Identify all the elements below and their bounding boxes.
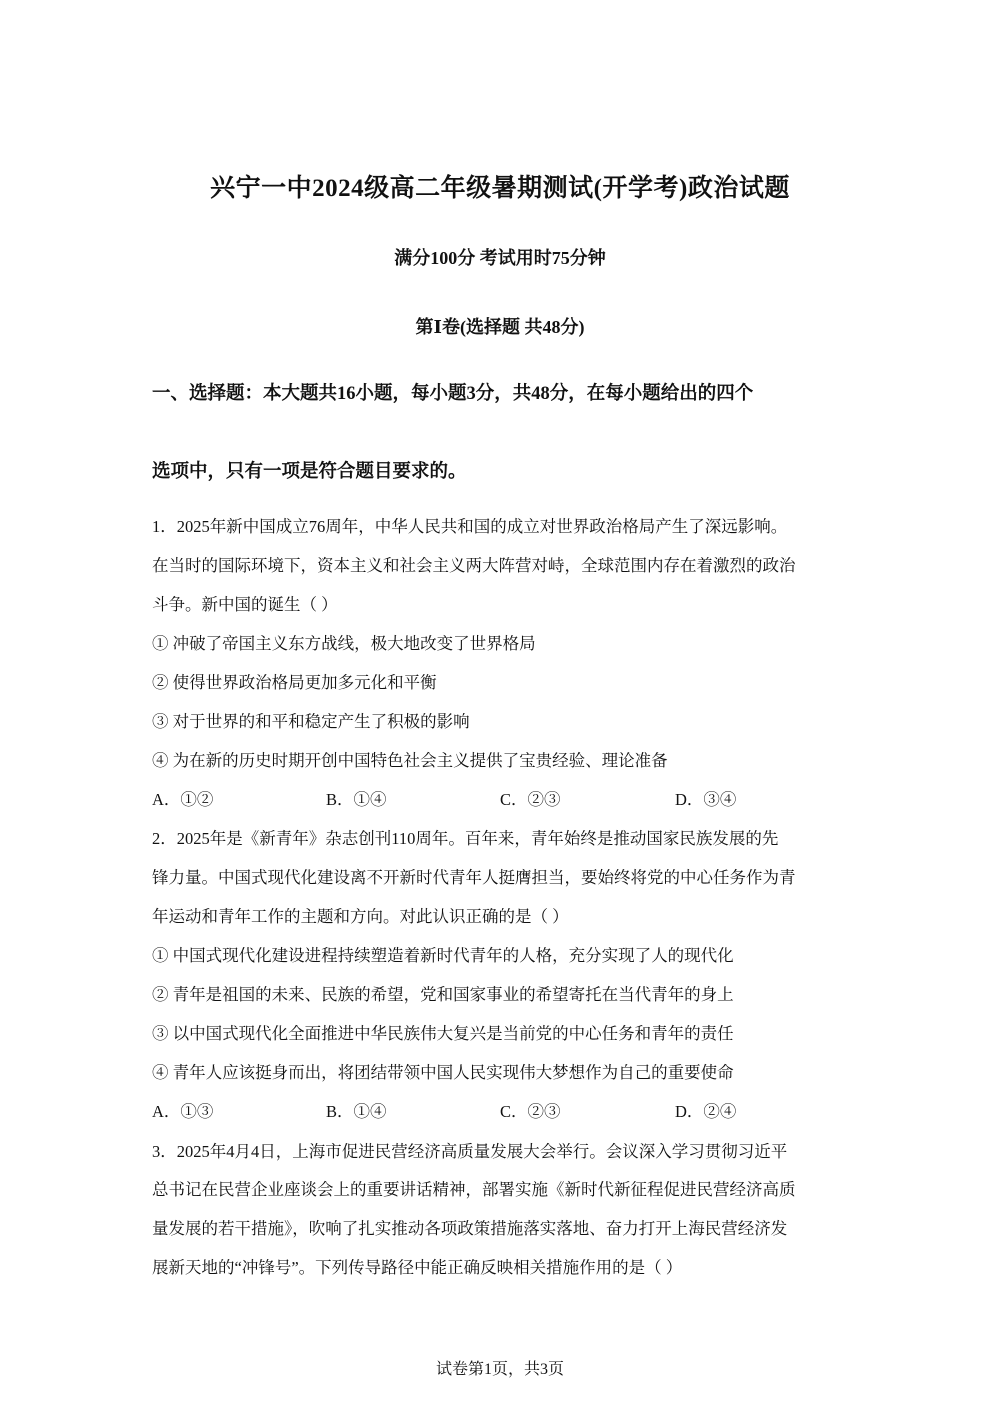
section-heading-line-2: 选项中，只有一项是符合题目要求的。 bbox=[152, 462, 467, 482]
exam-info: 满分100分 考试用时75分钟 bbox=[394, 248, 606, 268]
question-stem-line: 1．2025年新中国成立76周年，中华人民共和国的成立对世界政治格局产生了深远影响。 bbox=[152, 517, 788, 536]
section-heading-line-1: 一、选择题：本大题共16小题，每小题3分，共48分，在每小题给出的四个 bbox=[152, 384, 754, 404]
question-stem-line: 斗争。新中国的诞生（ ） bbox=[152, 595, 338, 614]
option-a: A．①③ bbox=[152, 1102, 214, 1121]
statement-item: ② 使得世界政治格局更加多元化和平衡 bbox=[152, 673, 437, 692]
option-c: C．②③ bbox=[500, 790, 561, 809]
option-d: D．②④ bbox=[675, 1102, 737, 1121]
volume-heading: 第Ⅰ卷(选择题 共48分) bbox=[415, 317, 585, 337]
question-stem-line: 2．2025年是《新青年》杂志创刊110周年。百年来，青年始终是推动国家民族发展的先 bbox=[152, 829, 779, 848]
page-title: 兴宁一中2024级高二年级暑期测试(开学考)政治试题 bbox=[210, 175, 790, 202]
question-stem-line: 锋力量。中国式现代化建设离不开新时代青年人挺膺担当，要始终将党的中心任务作为青 bbox=[152, 868, 796, 887]
question-stem-line: 展新天地的“冲锋号”。下列传导路径中能正确反映相关措施作用的是（ ） bbox=[152, 1258, 683, 1277]
question-stem-line: 量发展的若干措施》，吹响了扎实推动各项政策措施落实落地、奋力打开上海民营经济发 bbox=[152, 1219, 788, 1238]
option-d: D．③④ bbox=[675, 790, 737, 809]
statement-item: ① 中国式现代化建设进程持续塑造着新时代青年的人格，充分实现了人的现代化 bbox=[152, 946, 734, 965]
option-c: C．②③ bbox=[500, 1102, 561, 1121]
answer-options bbox=[152, 786, 852, 808]
statement-item: ④ 青年人应该挺身而出，将团结带领中国人民实现伟大梦想作为自己的重要使命 bbox=[152, 1063, 734, 1082]
question-stem-line: 年运动和青年工作的主题和方向。对此认识正确的是（ ） bbox=[152, 907, 569, 926]
option-a: A．①② bbox=[152, 790, 214, 809]
option-b: B．①④ bbox=[326, 1102, 387, 1121]
statement-item: ③ 对于世界的和平和稳定产生了积极的影响 bbox=[152, 712, 470, 731]
statement-item: ② 青年是祖国的未来、民族的希望，党和国家事业的希望寄托在当代青年的身上 bbox=[152, 985, 734, 1004]
question-stem-line: 在当时的国际环境下，资本主义和社会主义两大阵营对峙，全球范围内存在着激烈的政治 bbox=[152, 556, 796, 575]
question-stem-line: 总书记在民营企业座谈会上的重要讲话精神，部署实施《新时代新征程促进民营经济高质 bbox=[152, 1180, 796, 1199]
option-b: B．①④ bbox=[326, 790, 387, 809]
statement-item: ① 冲破了帝国主义东方战线，极大地改变了世界格局 bbox=[152, 634, 536, 653]
statement-item: ③ 以中国式现代化全面推进中华民族伟大复兴是当前党的中心任务和青年的责任 bbox=[152, 1024, 734, 1043]
answer-options bbox=[152, 1098, 852, 1120]
question-stem-line: 3．2025年4月4日，上海市促进民营经济高质量发展大会举行。会议深入学习贯彻习近平 bbox=[152, 1142, 788, 1161]
statement-item: ④ 为在新的历史时期开创中国特色社会主义提供了宝贵经验、理论准备 bbox=[152, 751, 668, 770]
page-footer: 试卷第1页，共3页 bbox=[435, 1361, 564, 1378]
